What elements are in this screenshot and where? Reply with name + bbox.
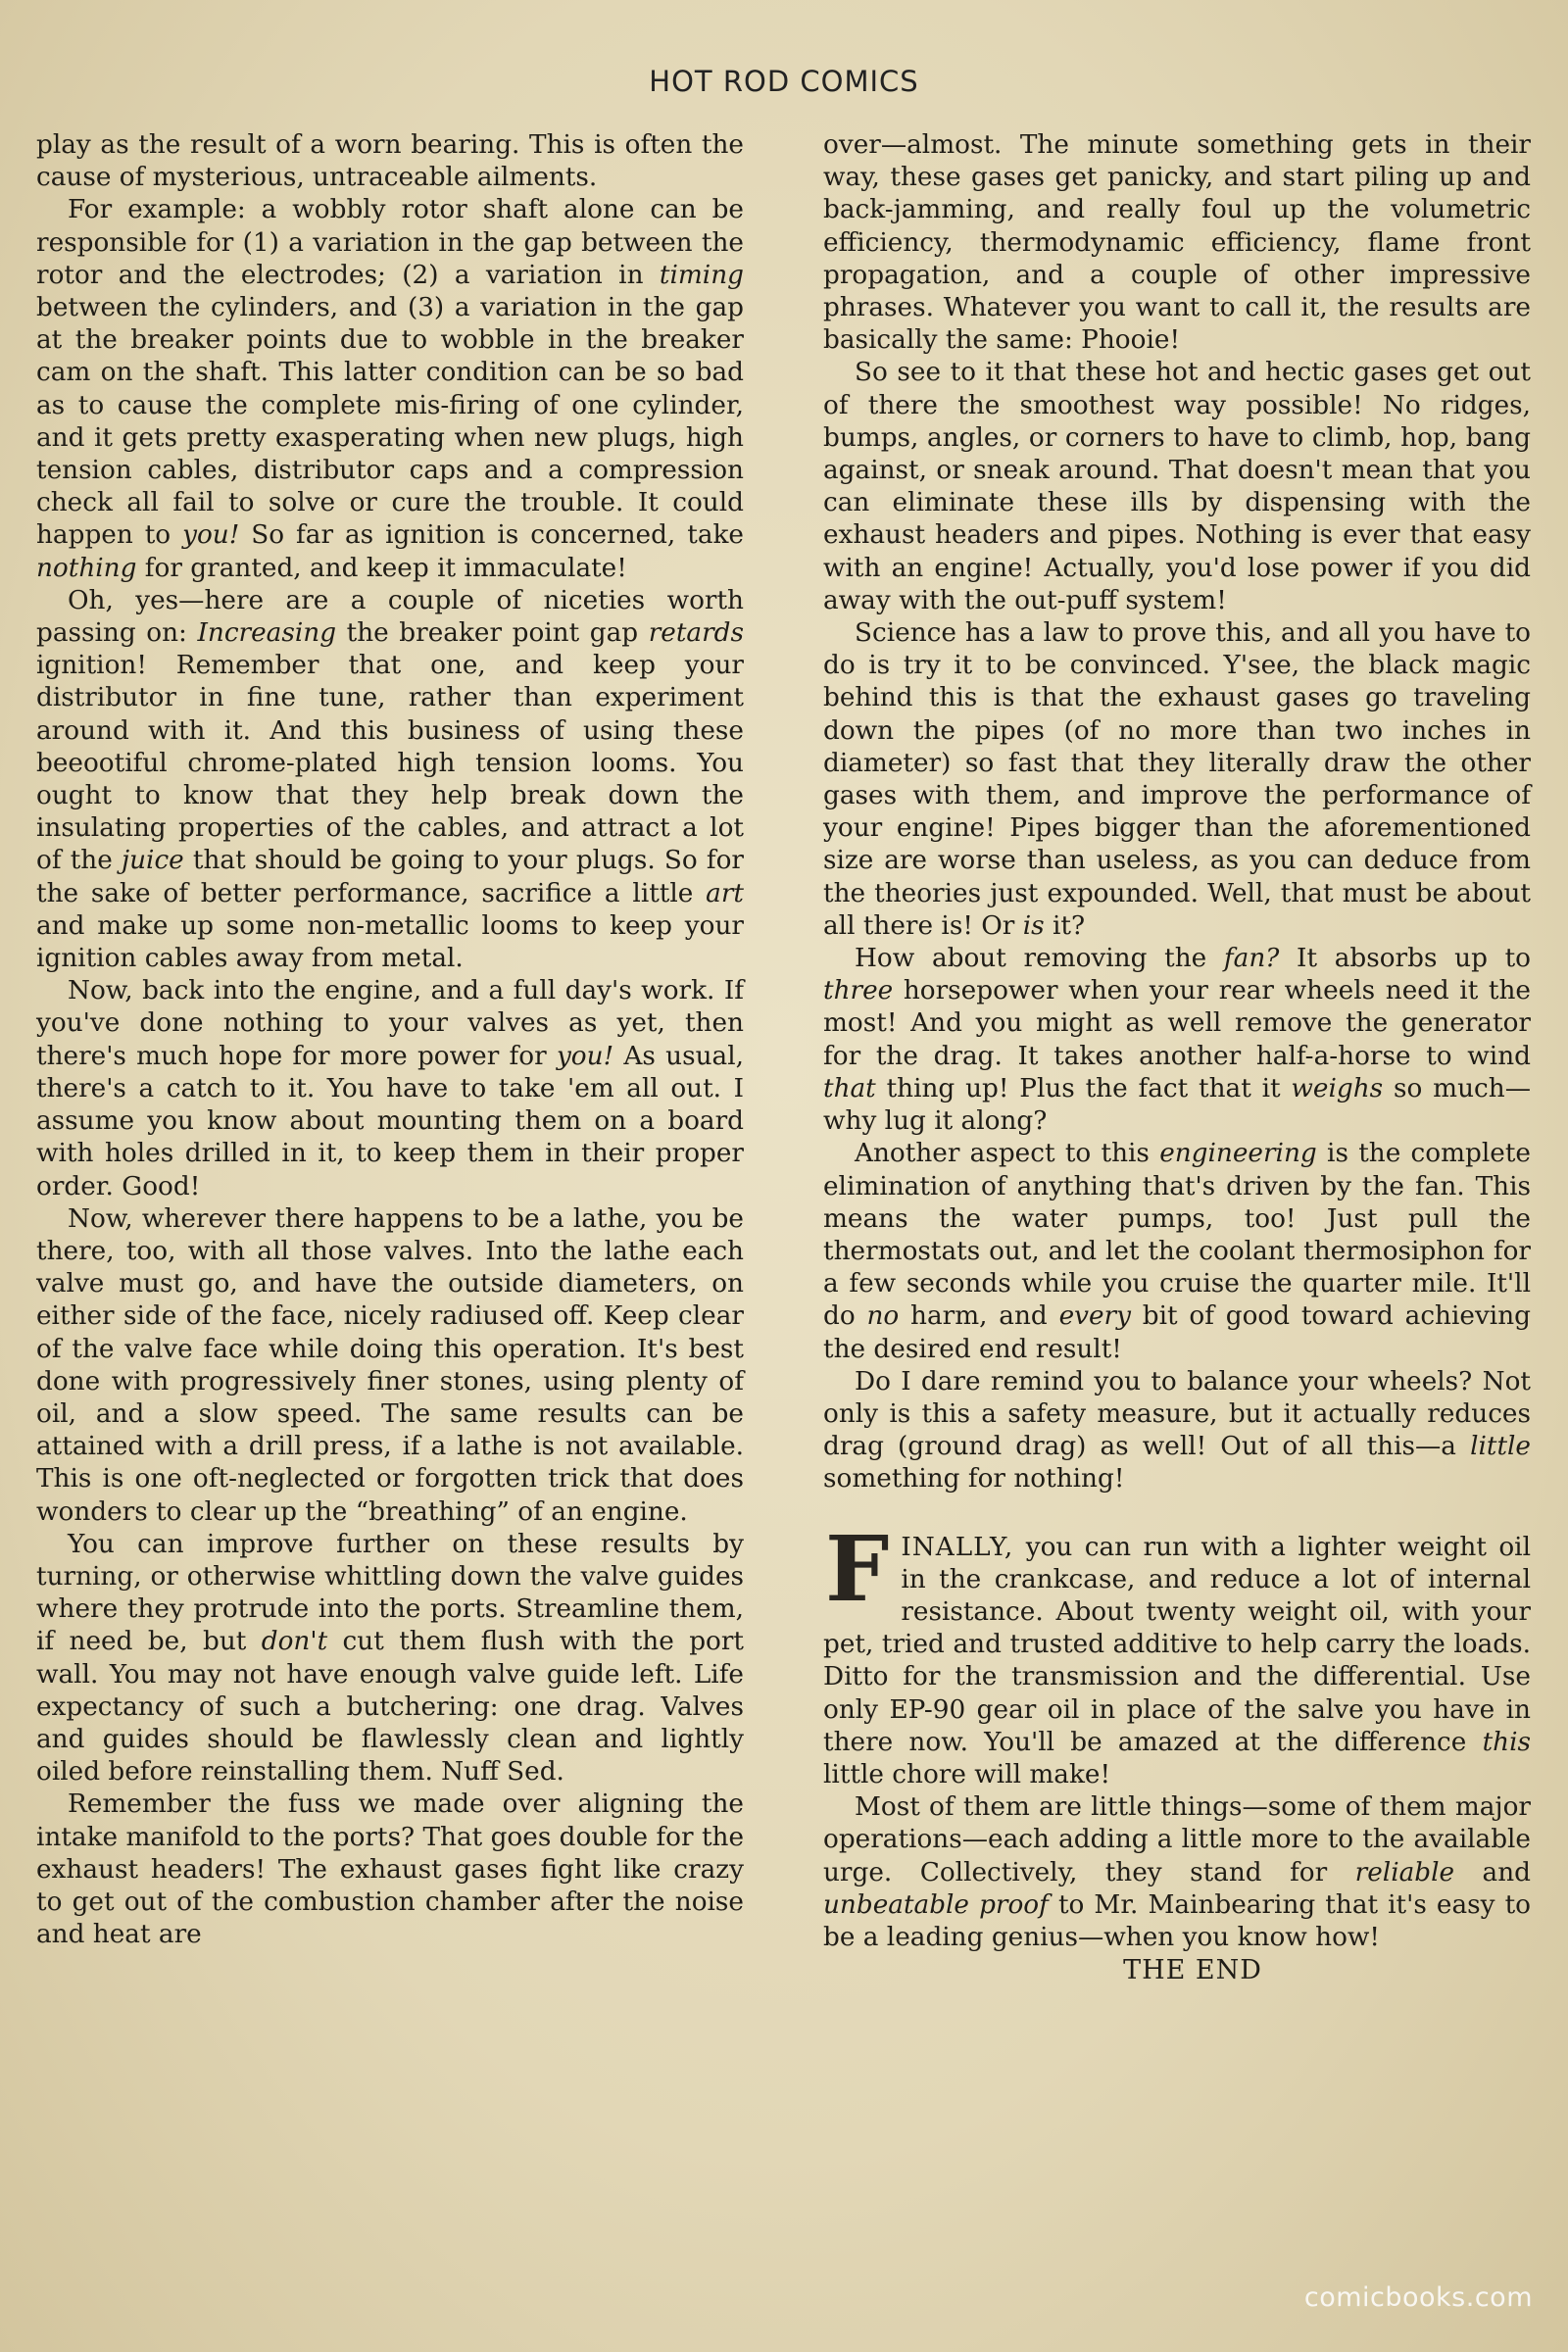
- paragraph: Oh, yes—here are a couple of niceties worth passing on: Increasing the breaker point gap retards ignition! Remember that one, and keep your distributor in fine tune, rather than experiment around with it. And this business of using these beeootiful chrome-plated high tension looms. You ought to know that they help break down the insulating properties of the cables, and attract a lot of the juice that should be going to your plugs. So for the sake of better performance, sacrifice a little art and make up some non-metallic looms to keep your ignition cables away from metal.: [36, 585, 744, 974]
- left-column: [36, 129, 744, 1951]
- drop-cap: F: [825, 1515, 890, 1622]
- paragraph: Remember the fuss we made over aligning the intake manifold to the ports? That goes double for the exhaust headers! The exhaust gases fight like crazy to get out of the combustion chamber after the noise and heat are: [36, 1789, 745, 1950]
- the-end: THE END: [1123, 1955, 1262, 1986]
- watermark: comicbooks.com: [1303, 2282, 1533, 2313]
- paragraph: For example: a wobbly rotor shaft alone can be responsible for (1) a variation in the gap between the rotor and the electrodes; (2) a variation in timing between the cylinders, and (3) a variation in the gap at the breaker points due to wobble in the breaker cam on the shaft. This latter condition can be so bad as to cause the complete mis-firing of one cylinder, and it gets pretty exasperating when new plugs, high tension cables, distributor caps and a compression check all fail to solve or cure the trouble. It could happen to you! So far as ignition is concerned, take nothing for granted, and keep it immaculate!: [36, 195, 744, 583]
- page-header: HOT ROD COMICS: [649, 65, 919, 98]
- finally-text: you can run with a lighter weight oil in the crankcase, and reduce a lot of internal resistance. About twenty weight oil, with your pet, tried and trusted additive to help carry the loads. Ditto for the transmission and the differential. Use only EP-90 gear oil in place of the salve you have in there now. You'll be amazed at the difference this little chore will make!: [823, 1532, 1531, 1789]
- paragraph: over—almost. The minute something gets in their way, these gases get panicky, and start piling up and back-jamming, and really foul up the volumetric efficiency, thermodynamic efficiency, flame front propagation, and a couple of other impressive phrases. Whatever you want to call it, the results are basically the same: Phooie!: [823, 130, 1531, 356]
- right-column-paragraphs: [823, 129, 1531, 1496]
- paragraph: Now, back into the engine, and a full day's work. If you've done nothing to your valves as yet, then there's much hope for more power for you! As usual, there's a catch to it. You have to take 'em all out. I assume you know about mounting them on a board with holes drilled in it, to keep them in their proper order. Good!: [36, 976, 744, 1201]
- finally-paragraph: [823, 1515, 1531, 1792]
- closing-paragraph: Most of them are little things—some of them major operations—each adding a little more to the available urge. Collectively, they stand for reliable and unbeatable proof to Mr. Mainbearing that it's easy to be a leading genius—when you know how!: [823, 1792, 1532, 1952]
- right-column: [823, 129, 1531, 1986]
- paragraph: How about removing the fan? It absorbs up to three horsepower when your rear wheels need it the most! And you might as well remove the generator for the drag. It takes another half-a-horse to wind that thing up! Plus the fact that it weighs so much—why lug it along?: [823, 944, 1531, 1137]
- finally-lead: INALLY,: [901, 1532, 1014, 1562]
- paragraph: play as the result of a worn bearing. This is often the cause of mysterious, untraceable ailments.: [36, 130, 744, 193]
- paragraph: Do I dare remind you to balance your wheels? Not only is this a safety measure, but it actually reduces drag (ground drag) as well! Out of all this—a little something for nothing!: [823, 1366, 1531, 1494]
- paragraph: So see to it that these hot and hectic gases get out of there the smoothest way possible! No ridges, bumps, angles, or corners to have to climb, hop, bang against, or sneak around. That doesn't mean that you can eliminate these ills by dispensing with the exhaust headers and pipes. Nothing is ever that easy with an engine! Actually, you'd lose power if you did away with the out-puff system!: [823, 358, 1531, 615]
- paragraph: Now, wherever there happens to be a lathe, you be there, too, with all those valves. Into the lathe each valve must go, and have the outside diameters, on either side of the face, nicely radiused off. Keep clear of the valve face while doing this operation. It's best done with progressively finer stones, using plenty of oil, and a slow speed. The same results can be attained with a drill press, if a lathe is not available. This is one oft-neglected or forgotten trick that does wonders to clear up the “breathing” of an engine.: [36, 1203, 744, 1527]
- paragraph: You can improve further on these results by turning, or otherwise whittling down the valve guides where they protrude into the ports. Streamline them, if need be, but don't cut them flush with the port wall. You may not have enough valve guide left. Life expectancy of such a butchering: one drag. Valves and guides should be flawlessly clean and lightly oiled before reinstalling them. Nuff Sed.: [36, 1529, 744, 1788]
- paragraph: Another aspect to this engineering is the complete elimination of anything that's driven by the fan. This means the water pumps, too! Just pull the thermostats out, and let the coolant thermosiphon for a few seconds while you cruise the quarter mile. It'll do no harm, and every bit of good toward achieving the desired end result!: [823, 1139, 1531, 1364]
- paragraph: Science has a law to prove this, and all you have to do is try it to be convinced. Y'see, the black magic behind this is that the exhaust gases go traveling down the pipes (of no more than two inches in diameter) so fast that they literally draw the other gases with them, and improve the performance of your engine! Pipes bigger than the aforementioned size are worse than useless, as you can deduce from the theories just expounded. Well, that must be about all there is! Or is it?: [823, 618, 1531, 941]
